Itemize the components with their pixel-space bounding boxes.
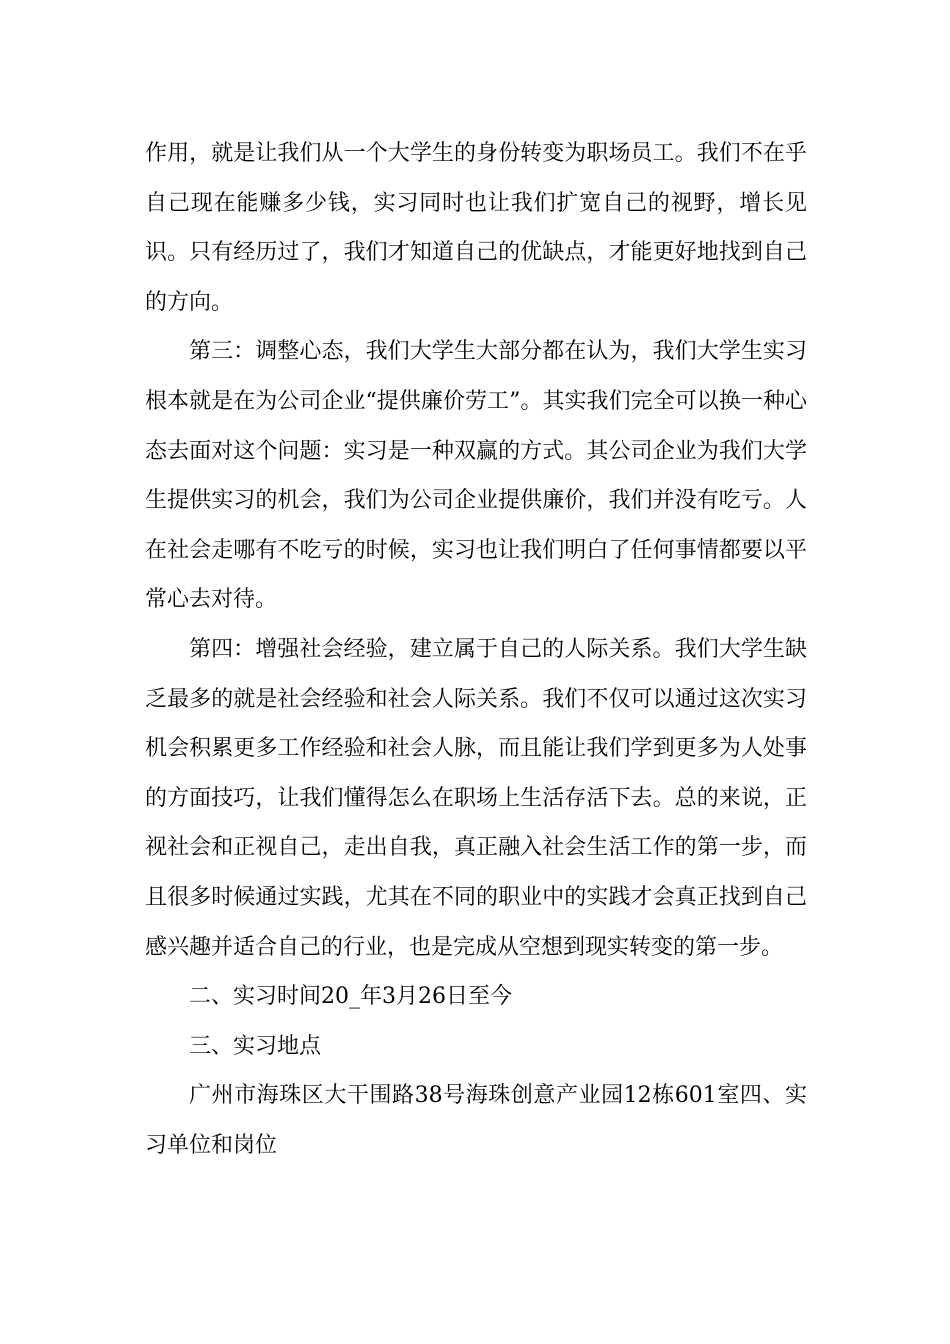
document-page [145,129,807,1170]
heading-internship-time: 二、实习时间20_年3月26日至今 [189,984,512,1010]
paragraph-address: 广州市海珠区大干围路38号海珠创意产业园12栋601室四、实习单位和岗位 [145,1083,807,1158]
paragraph-continuation: 作用，就是让我们从一个大学生的身份转变为职场员工。我们不在乎自己现在能赚多少钱，实习同时也让我们扩宽自己的视野，增长见识。只有经历过了，我们才知道自己的优缺点，才能更好地找到自己的方向。 [145,141,807,315]
paragraph-point-four: 第四：增强社会经验，建立属于自己的人际关系。我们大学生缺乏最多的就是社会经验和社会人际关系。我们不仅可以通过这次实习机会积累更多工作经验和社会人脉，而且能让我们学到更多为人处事的方面技巧，让我们懂得怎么在职场上生活存活下去。总的来说，正视社会和正视自己，走出自我，真正融入社会生活工作的第一步，而且很多时候通过实践，尤其在不同的职业中的实践才会真正找到自己感兴趣并适合自己的行业，也是完成从空想到现实转变的第一步。 [145,636,807,960]
heading-internship-location: 三、实习地点 [189,1033,322,1059]
paragraph-point-three: 第三：调整心态，我们大学生大部分都在认为，我们大学生实习根本就是在为公司企业“提供廉价劳工”。其实我们完全可以换一种心态去面对这个问题：实习是一种双赢的方式。其公司企业为我们大学生提供实习的机会，我们为公司企业提供廉价，我们并没有吃亏。人在社会走哪有不吃亏的时候，实习也让我们明白了任何事情都要以平常心去对待。 [145,339,807,613]
